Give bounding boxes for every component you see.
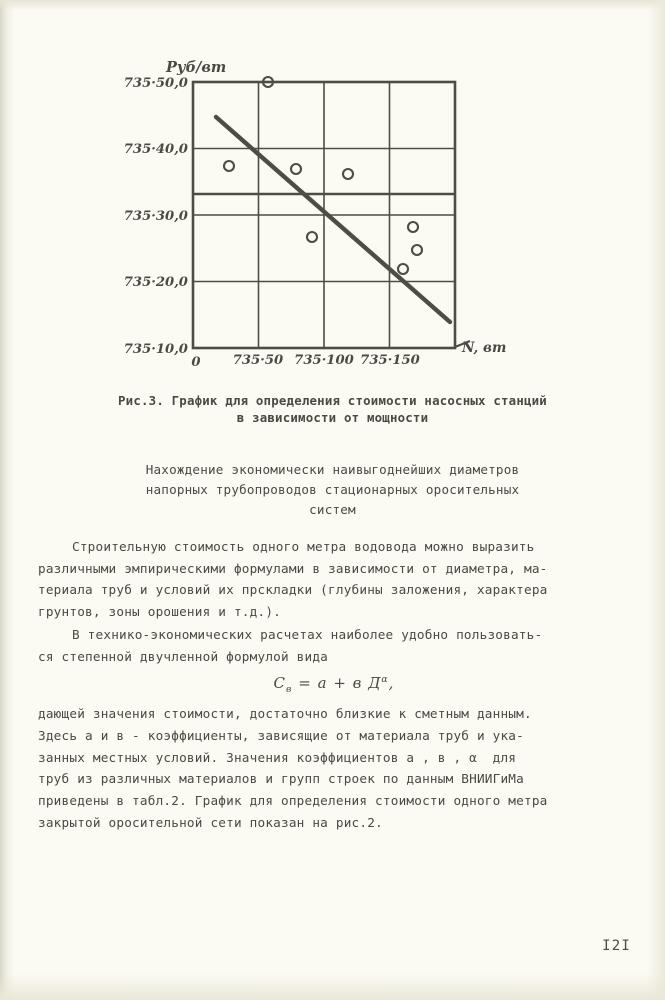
text-line: закрытой оросительной сети показан на рис.2.	[38, 814, 383, 830]
y-tick-label: 735·20,0	[123, 275, 188, 290]
formula-term-a: a	[317, 674, 328, 693]
formula-lhs-subscript: в	[286, 684, 293, 696]
text-line: дающей значения стоимости, достаточно близкие к сметным данным.	[38, 706, 532, 722]
section-heading-line: Нахождение экономически наивыгоднейших диаметров	[145, 462, 520, 477]
text-line: труб из различных материалов и групп строек по данным ВНИИГиМа	[38, 771, 524, 787]
x-tick-label: 735·50	[232, 353, 284, 368]
figure-3	[0, 0, 665, 380]
text-line: ся степенной двучленной формулой вида	[38, 648, 329, 664]
formula-plus: +	[333, 674, 347, 693]
y-tick-labels	[124, 76, 189, 357]
text-line: териала труб и условий их прскладки (глубины заложения, характера	[38, 582, 548, 598]
section-heading	[0, 460, 665, 520]
text-line: Строительную стоимость одного метра водовода можно выразить	[72, 539, 535, 554]
figure-caption-line: в зависимости от мощности	[236, 410, 429, 425]
y-tick-label: 735·40,0	[123, 142, 188, 157]
text-line: занных местных условий. Значения коэффициентов a , в , α для	[38, 749, 517, 765]
x-tick-label: 735·100	[294, 353, 354, 368]
figure-caption-line: Рис.3. График для определения стоимости насосных станций	[118, 393, 547, 408]
text-line: приведены в табл.2. График для определения стоимости одного метра	[38, 793, 548, 809]
chart-canvas	[0, 0, 665, 380]
section-heading-line: напорных трубопроводов стационарных оросительных	[145, 482, 520, 497]
text-line: В технико-экономических расчетах наиболее удобно пользовать-	[72, 626, 543, 642]
page-edge-shadow-bottom	[0, 974, 665, 1000]
data-point	[291, 164, 301, 174]
section-heading-line: систем	[309, 502, 356, 517]
data-point	[343, 169, 353, 179]
paragraph	[38, 536, 630, 623]
y-tick-label: 735·10,0	[123, 342, 188, 357]
y-axis-label: Руб/вт	[166, 59, 227, 76]
figure-caption	[0, 392, 665, 426]
formula-equals: =	[298, 674, 312, 693]
formula-trailing-comma: ,	[388, 674, 395, 693]
page-number: I2I	[602, 938, 631, 954]
formula-c-v	[38, 667, 630, 703]
x-tick-labels	[191, 353, 420, 370]
data-point	[224, 161, 234, 171]
paragraph	[38, 703, 630, 833]
text-line: грунтов, зоны орошения и т.д.).	[38, 604, 281, 620]
x-tick-label: 735·150	[360, 353, 420, 368]
x-tick-label: 0	[191, 355, 201, 370]
y-tick-label: 735·30,0	[123, 209, 188, 224]
data-point	[412, 245, 422, 255]
formula-lhs-symbol: C	[273, 674, 287, 693]
y-tick-label: 735·50,0	[123, 76, 188, 91]
data-point	[398, 264, 408, 274]
x-axis-label: N, вт	[462, 340, 507, 356]
scatter-points	[224, 77, 422, 274]
body-text	[38, 536, 630, 833]
formula-term-d: Д	[368, 674, 382, 693]
text-line: различными эмпирическими формулами в зависимости от диаметра, ма-	[38, 560, 548, 576]
paragraph	[38, 624, 630, 667]
data-point	[307, 232, 317, 242]
formula-term-b: в	[352, 674, 363, 693]
formula-exponent: α	[381, 674, 389, 686]
data-point	[408, 222, 418, 232]
text-line: Здесь a и в - коэффициенты, зависящие от материала труб и ука-	[38, 727, 524, 743]
